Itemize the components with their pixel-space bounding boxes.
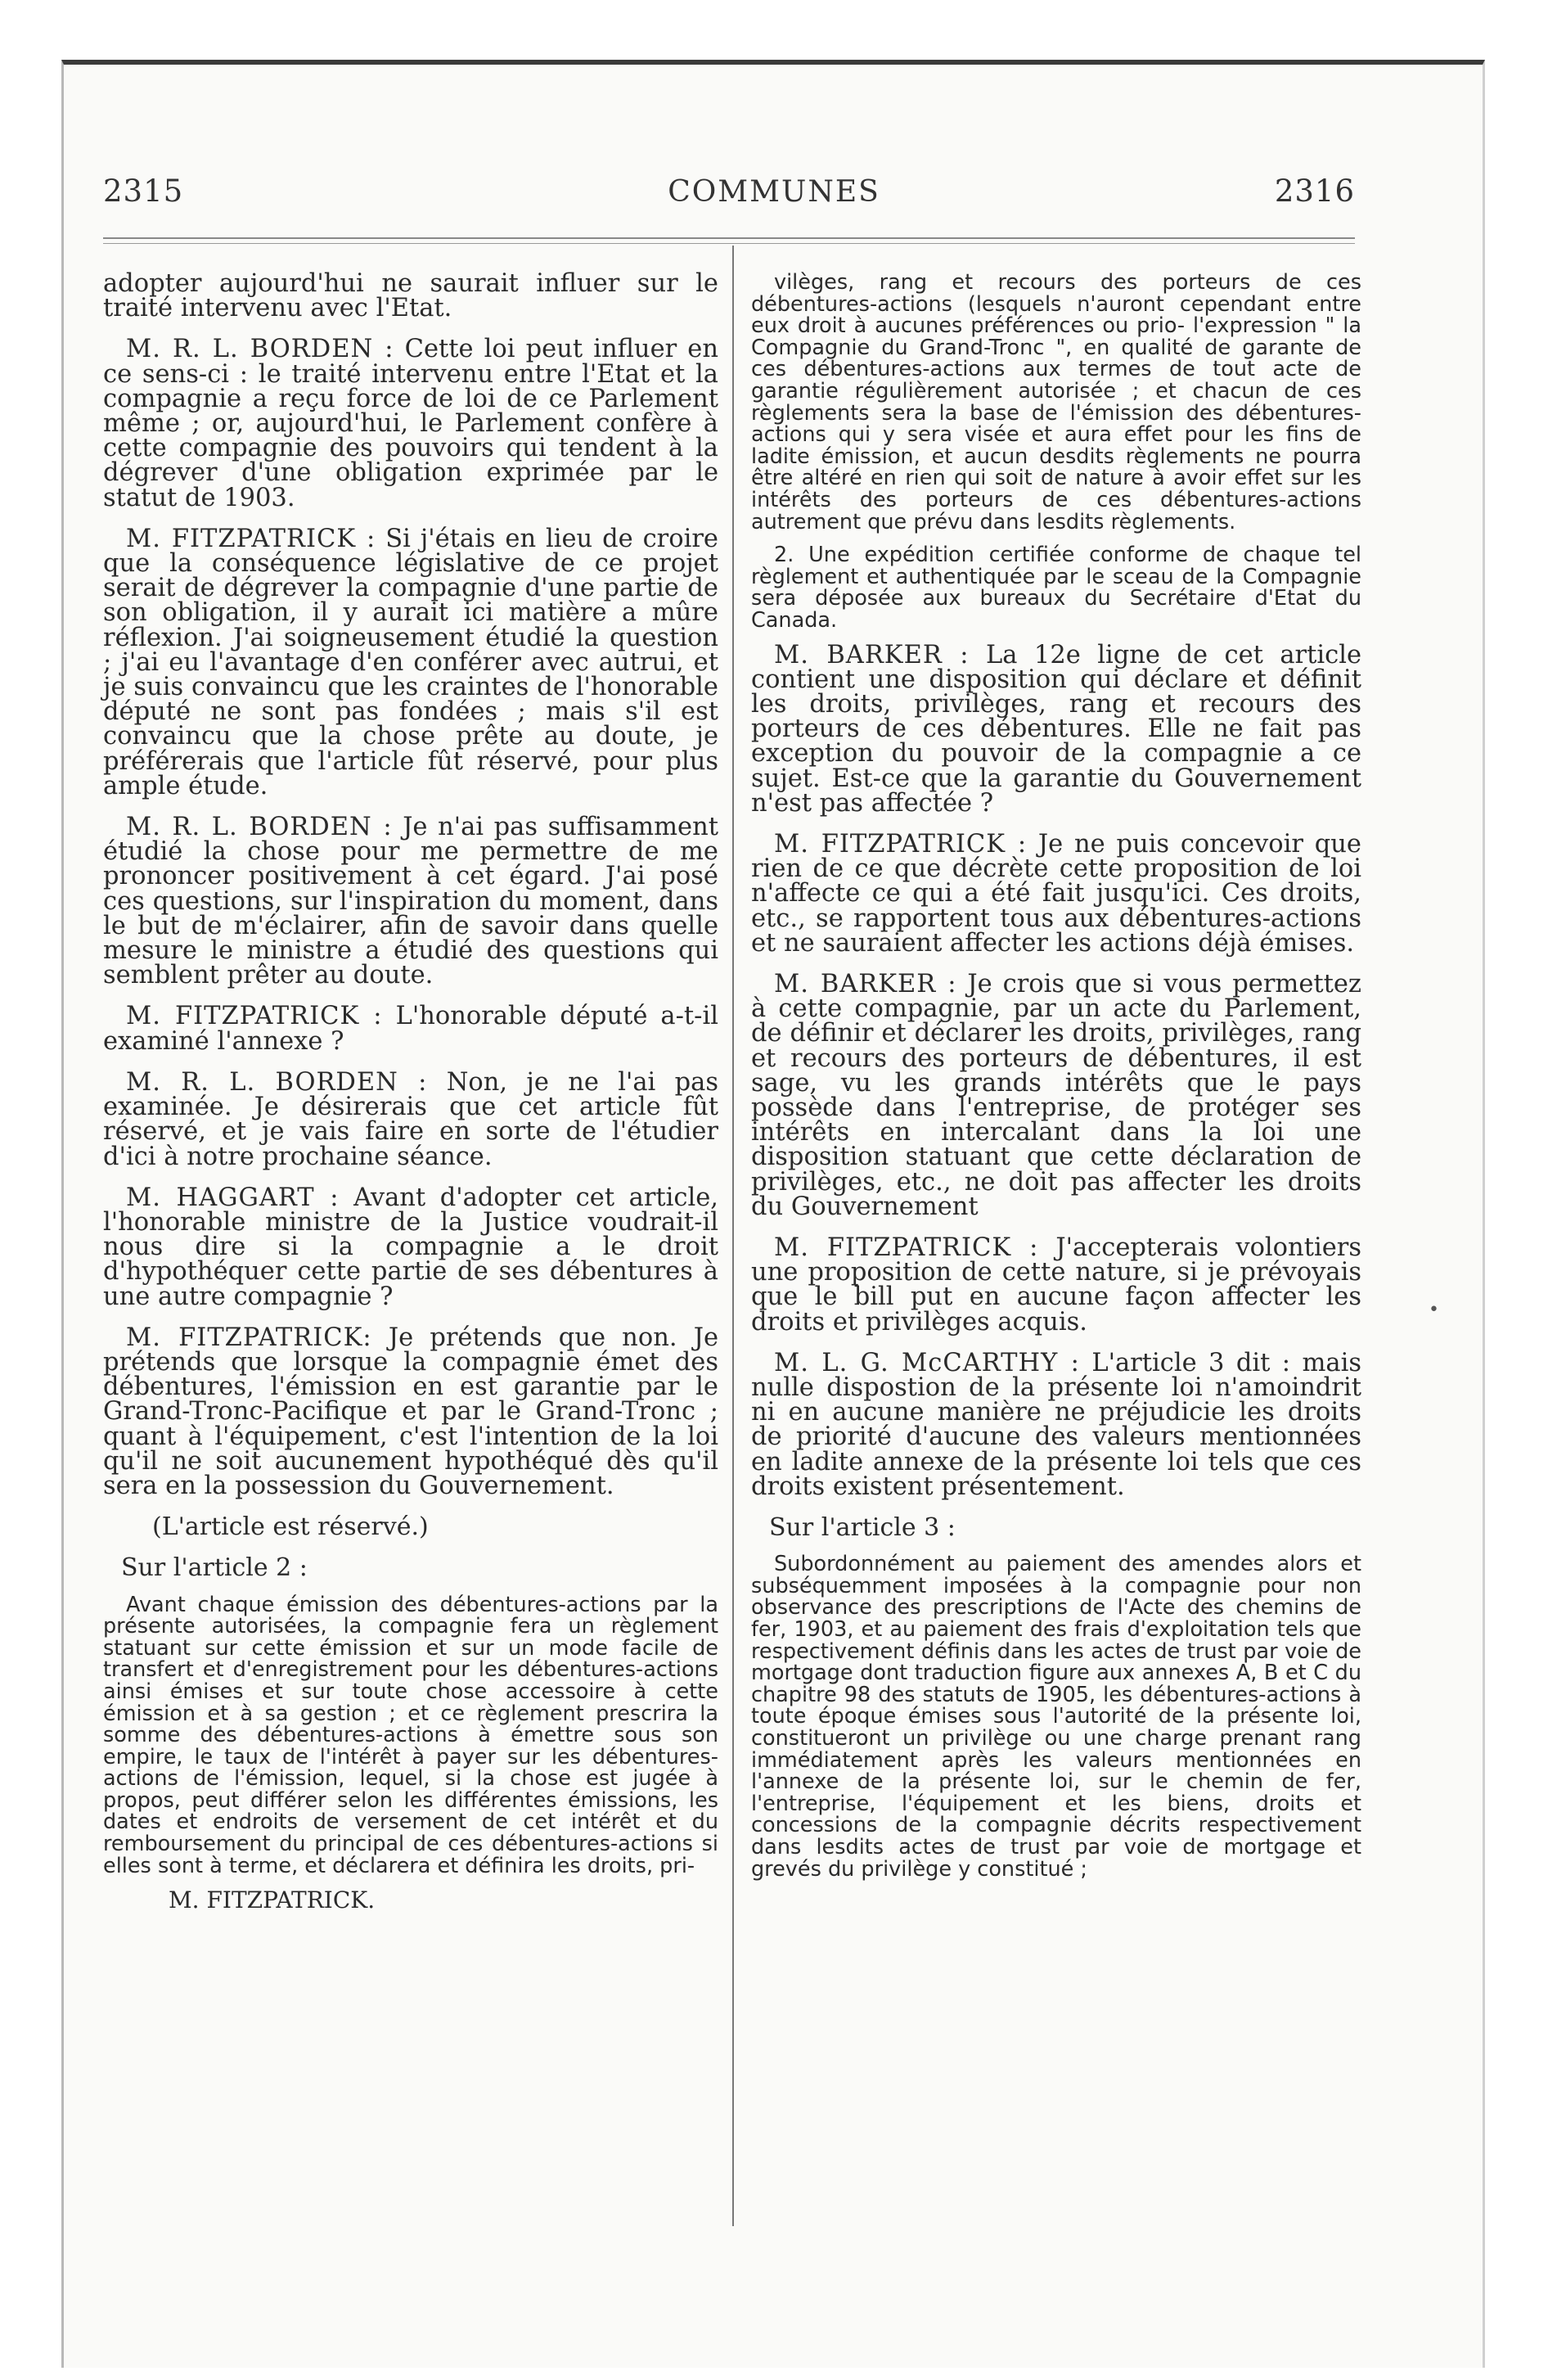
speech-text: La 12e ligne de cet article contient une disposition qui déclare et définit les droits, privilèges, rang et recours des porteurs de ces débentures. Elle ne fait pas exception du pouvoir de la compagnie a ce sujet. Est-ce que la garantie du Gouvernement n'est pas affectée ?: [751, 640, 1362, 818]
quoted-clause: 2. Une expédition certifiée conforme de chaque tel règlement et authentiquée par le sceau de la Compagnie sera déposée aux bureaux du Secrétaire d'Etat du Canada.: [751, 543, 1361, 633]
speech-paragraph: [103, 337, 718, 510]
speech-paragraph: [103, 1067, 718, 1171]
speech-paragraph: [103, 1183, 718, 1311]
speaker-name: M. FITZPATRICK :: [126, 524, 376, 553]
speaker-name: M. FITZPATRICK :: [774, 829, 1028, 859]
speaker-name: M. HAGGART :: [126, 1183, 340, 1212]
speech-text: Je ne puis concevoir que rien de ce que décrète cette proposition de loi n'affecte ce qui a été fait jusqu'ici. Ces droits, etc., se rapportent tous aux débentures-actions et ne sauraient affecter les actions déjà émises.: [751, 829, 1361, 958]
speaker-name: M. FITZPATRICK :: [126, 1002, 383, 1031]
speaker-name: M. L. G. McCARTHY :: [774, 1348, 1080, 1377]
running-title: COMMUNES: [668, 175, 880, 209]
quoted-clause: Subordonnément au paiement des amendes alors et subséquemment imposées à la compagnie pour non observance des prescriptions de l'Acte des chemins de fer, 1903, et au paiement des frais d'exploitation tels que respectivement définis dans les actes de trust par voie de mortgage dont traduction figure aux annexes A, B et C du chapitre 98 des statuts de 1905, les débentures-actions à toute époque émises sous l'autorité de la présente loi, constitueront un privilège ou une charge prenant rang immédiatement après les valeurs mentionnées en l'annexe de la présente loi, sur le chemin de fer, l'entreprise, l'équipement et les biens, droits et concessions de la compagnie décrits respectivement dans lesdits actes de trust par voie de mortgage et grevés du privilège y constitué ;: [751, 1552, 1361, 1882]
speech-paragraph: [103, 524, 718, 800]
speech-paragraph: [751, 1348, 1361, 1501]
speaker-name: M. R. L. BORDEN :: [126, 335, 394, 364]
speech-text: Si j'étais en lieu de croire que la conséquence législative de ce projet serait de dégrever la compagnie d'une partie de son obligation, il y aurait ici matière a mûre réflexion. J'ai soigneusement étudié la question ; j'ai eu l'avantage d'en conférer avec autrui, et je suis convaincu que les craintes de l'honorable député ne sont pas fondées ; mais s'il est convaincu que la chose prête au doute, je préférerais que l'article fût réservé, pour plus ample étude.: [103, 524, 718, 800]
speaker-name: M. BARKER :: [774, 969, 957, 998]
speech-text: L'honorable député a-t-il examiné l'annexe ?: [103, 1002, 718, 1056]
signature-line: M. FITZPATRICK.: [169, 1886, 376, 1914]
speech-paragraph: [103, 815, 718, 988]
right-column: [751, 272, 1361, 1891]
speech-paragraph: [751, 1233, 1361, 1336]
speech-text: Cette loi peut influer en ce sens-ci : le traité intervenu entre l'Etat et la compagnie a reçu force de loi de ce Parlement même ; or, aujourd'hui, le Parlement confère à cette compagnie des pouvoirs qui tendent à la dégrever d'une obligation exprimée par le statut de 1903.: [103, 335, 718, 512]
text-paragraph: adopter aujourd'hui ne saurait influer sur le traité intervenu avec l'Etat.: [103, 269, 718, 323]
page-number-right: 2316: [1274, 174, 1355, 209]
speech-paragraph: [751, 640, 1362, 818]
stray-mark: •: [1429, 1300, 1439, 1320]
speaker-name: M. FITZPATRICK:: [126, 1323, 372, 1352]
column-divider: [732, 246, 734, 2226]
speech-text: Je crois que si vous permettez à cette compagnie, par un acte du Parlement, de définir et déclarer les droits, privilèges, rang et recours des porteurs de débentures, il est sage, vu les grands intérêts que le pays possède dans l'entreprise, de protéger ses intérêts en intercalant dans la loi une disposition statuant que cette déclaration de privilèges, etc., ne doit pas affecter les droits du Gouvernement: [751, 969, 1362, 1221]
speaker-name: M. R. L. BORDEN :: [126, 1067, 428, 1097]
speech-text: Non, je ne l'ai pas examinée. Je désirerais que cet article fût réservé, et je vais faire en sorte de l'étudier d'ici à notre prochaine séance.: [103, 1067, 718, 1171]
speech-paragraph: [103, 1002, 718, 1056]
speech-text: L'article 3 dit : mais nulle dispostion de la présente loi n'amoindrit ni en aucune manière ne préjudicie les droits de priorité d'aucune des valeurs mentionnées en ladite annexe de la présente loi tels que ces droits existent présentement.: [751, 1348, 1361, 1501]
speech-text: Je prétends que non. Je prétends que lorsque la compagnie émet des débentures, l'émission en est garantie par le Grand-Tronc-Pacifique et par le Grand-Tronc ; quant à l'équipement, c'est l'intention de la loi qu'il ne soit aucunement hypothéqué dès qu'il sera en la possession du Gouvernement.: [103, 1323, 718, 1500]
speech-text: Je n'ai pas suffisamment étudié la chose pour me permettre de me prononcer positivement à cet égard. J'ai posé ces questions, sur l'inspiration du moment, dans le but de m'éclairer, afin de savoir dans quelle mesure le ministre a étudié des questions qui semblent prêter au doute.: [103, 813, 718, 990]
quoted-clause: Avant chaque émission des débentures-actions par la présente autorisées, la compagnie fera un règlement statuant sur cette émission et sur un mode facile de transfert et d'enregistrement pour les débentures-actions ainsi émises et sur toute chose accessoire à cette émission et à sa gestion ; et ce règlement prescrira la somme des débentures-actions à émettre sous son empire, le taux de l'intérêt à payer sur les débentures-actions de l'émission, lequel, si la chose est jugée à propos, peut différer selon les différentes émissions, les dates et endroits de versement de cet intérêt et du remboursement du principal de ces débentures-actions si elles sont à terme, et déclarera et définira les droits, pri-: [103, 1592, 718, 1878]
speech-paragraph: [751, 829, 1361, 958]
speaker-name: M. R. L. BORDEN :: [126, 813, 393, 842]
article-heading: Sur l'article 2 :: [121, 1553, 308, 1583]
article-heading: Sur l'article 3 :: [769, 1513, 956, 1542]
speech-text: J'accepterais volontiers une proposition de cette nature, si je prévoyais que le bill put en aucune façon affecter les droits et privilèges acquis.: [751, 1233, 1361, 1336]
header-rule-thin: [103, 243, 1355, 244]
quoted-clause: vilèges, rang et recours des porteurs de ces débentures-actions (lesquels n'auront cependant entre eux droit à aucunes préférences ou prio- l'expression " la Compagnie du Grand-Tronc ", en qualité de garante de ces débentures-actions aux termes de tout acte de garantie régulièrement autorisée ; et chacun de ces règlements sera la base de l'émission des débentures-actions qui y sera visée et aura effet pour les fins de ladite émission, et aucun desdits règlements ne pourra être altéré en rien qui soit de nature à avoir effet sur les intérêts des porteurs de ces débentures-actions autrement que prévu dans lesdits règlements.: [751, 270, 1361, 534]
left-column: [103, 269, 718, 1929]
speech-paragraph: [103, 1323, 718, 1500]
speaker-name: M. BARKER :: [774, 640, 970, 669]
speaker-name: M. FITZPATRICK :: [774, 1233, 1039, 1262]
header-rule: [103, 237, 1355, 239]
speech-text: Avant d'adopter cet article, l'honorable ministre de la Justice voudrait-il nous dire si la compagnie a le droit d'hypothéquer cette partie de ses débentures à une autre compagnie ?: [103, 1183, 718, 1311]
procedural-note: (L'article est réservé.): [152, 1512, 429, 1542]
page-number-left: 2315: [103, 174, 184, 209]
speech-paragraph: [751, 969, 1362, 1221]
